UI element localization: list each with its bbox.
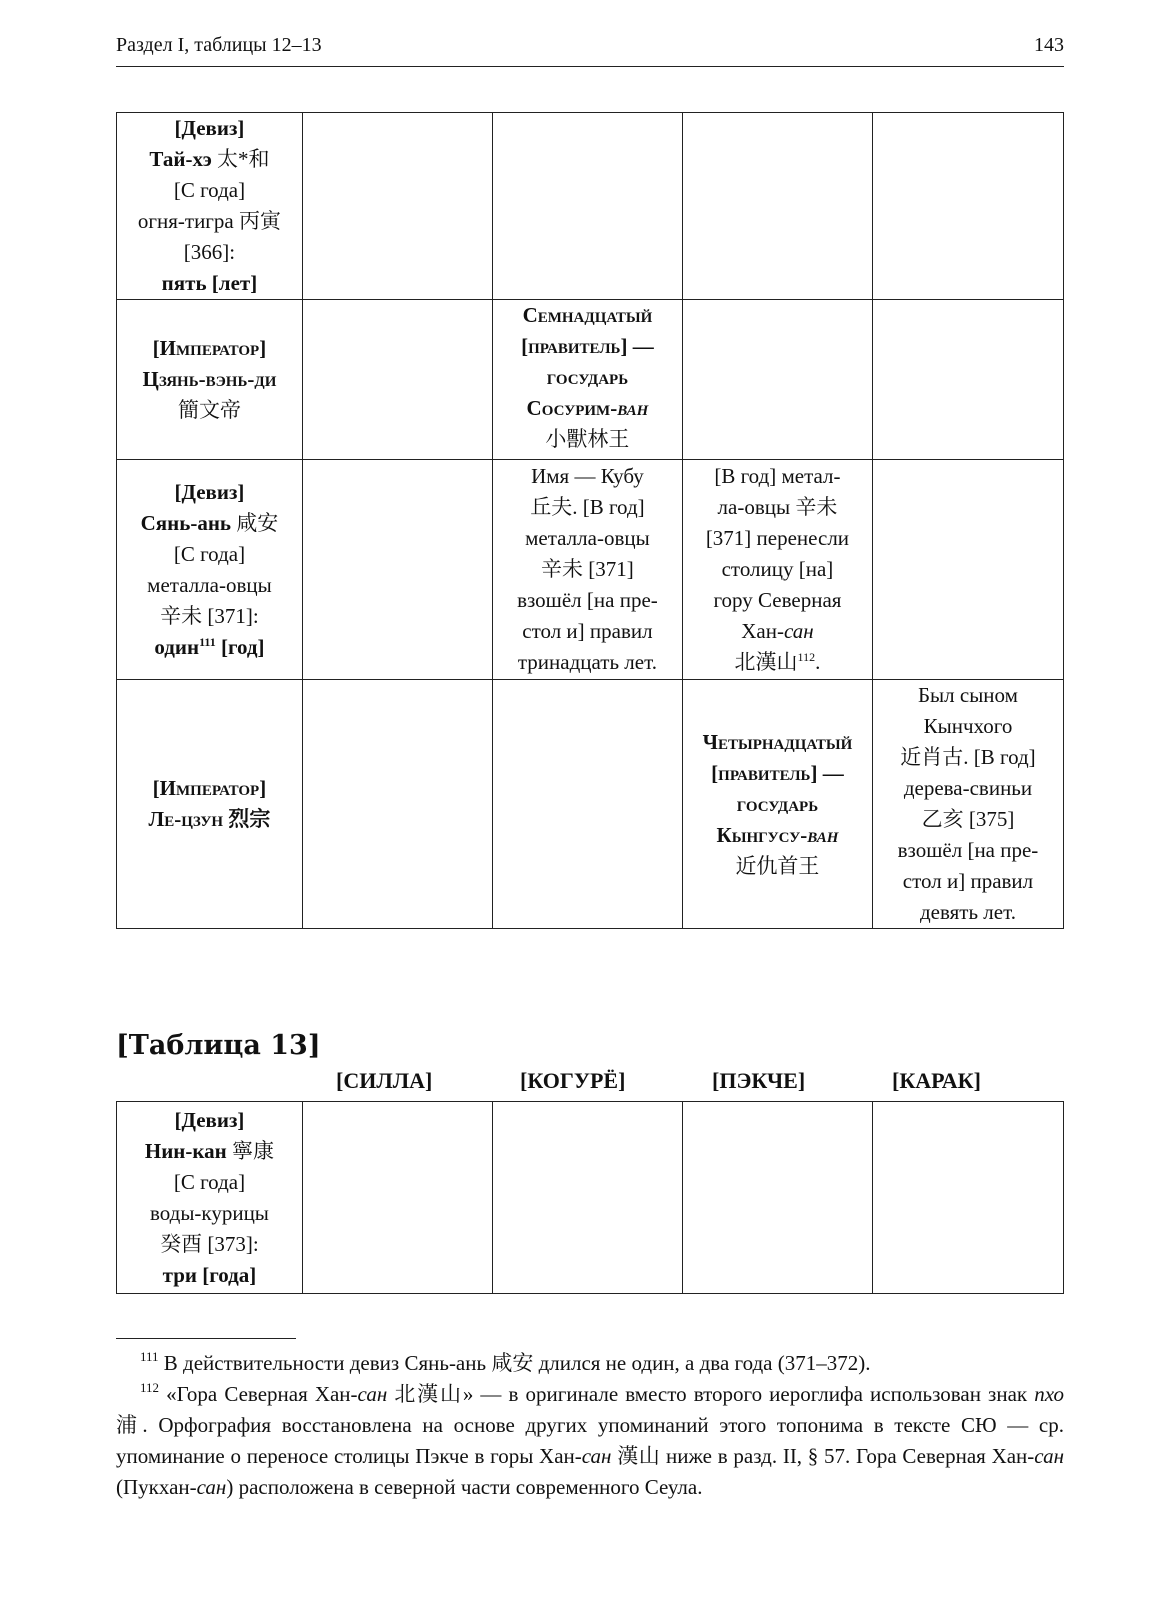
hanzi: 北漢山 [734, 650, 798, 674]
cell-label [117, 300, 303, 460]
footnote-text: В действительности девиз Сянь-ань 咸安 длился не один, а два года (371–372). [158, 1351, 871, 1375]
cell-paekche [682, 1102, 872, 1294]
cell-line: [366]: [183, 240, 236, 264]
text: сан [783, 619, 814, 643]
text: Хан- [741, 619, 784, 643]
footnote-rule [116, 1338, 296, 1339]
cell-karak [872, 300, 1063, 460]
cell-line [121, 144, 298, 175]
cell-line [121, 1136, 298, 1167]
cell-karak [872, 680, 1063, 929]
cell-line: воды-курицы [149, 1200, 269, 1225]
footnote-text: сан [581, 1444, 612, 1468]
footnote-text: сан [357, 1382, 388, 1406]
footnote-text: сан [1034, 1444, 1064, 1468]
cell-silla [302, 680, 492, 929]
cell-line [687, 820, 868, 851]
cell-line: металла-овцы [147, 572, 272, 597]
cell-line: дерева-свиньи [903, 776, 1033, 800]
ruler-name: Кынгусу- [716, 822, 808, 847]
era-name: Сянь-ань [140, 510, 237, 535]
cell-karak [872, 1102, 1063, 1294]
cell-line: [правитель] — [521, 334, 654, 358]
text: . [815, 650, 821, 674]
cell-line: [С года] [173, 1169, 246, 1194]
cell-line: взошёл [на пре- [517, 588, 658, 612]
footnote-text: ) расположена в северной части современного Сеула. [226, 1475, 703, 1499]
cell-line: [Император] [152, 336, 267, 360]
table-12 [116, 112, 1064, 929]
cell-line: государь [546, 365, 629, 389]
cell-paekche [682, 680, 872, 929]
text: один [154, 634, 200, 659]
footnote-number: 111 [140, 1349, 159, 1364]
cell-paekche [682, 113, 872, 300]
hanzi: 寧康 [232, 1138, 275, 1163]
cell-paekche [682, 300, 872, 460]
cell-line: столицу [на] [721, 557, 834, 581]
cell-paekche [682, 460, 872, 680]
hanzi: 咸安 [236, 510, 279, 535]
running-title: Раздел I, таблицы 12–13 [116, 34, 322, 56]
running-head [116, 34, 1064, 62]
cell-line: огня-тигра 丙寅 [137, 209, 281, 233]
footnote-number: 112 [140, 1380, 160, 1395]
cell-line: ла-овцы 辛未 [717, 495, 838, 519]
cell-line: государь [736, 791, 819, 816]
cell-koguryo [492, 300, 682, 460]
hanzi: 近仇首王 [735, 853, 820, 878]
cell-line: Ле-цзун 烈宗 [148, 807, 271, 831]
cell-line: стол и] правил [902, 869, 1034, 893]
cell-karak [872, 113, 1063, 300]
ruler-name: Сосурим- [526, 396, 618, 420]
cell-line [121, 632, 298, 663]
column-header-koguryo: [КОГУРЁ] [520, 1068, 626, 1093]
cell-koguryo [492, 1102, 682, 1294]
table-row [117, 113, 1064, 300]
cell-line: [Девиз] [174, 116, 245, 140]
ruler-suffix: ван [617, 396, 649, 420]
cell-line [687, 616, 868, 647]
cell-line: 癸酉 [373]: [160, 1231, 259, 1256]
footnote-111 [116, 1348, 1064, 1379]
footnote-text: 浦. Орфография восстановлена на основе других упоминаний этого топонима в тексте СЮ — ср. упоминание о переносе столицы Пэкче в горы Хан- [116, 1413, 1064, 1468]
cell-line: Был сыном [917, 683, 1018, 707]
cell-line: [Император] [152, 776, 267, 800]
footnote-text: 北漢山» — в оригинале вместо второго иероглифа использован знак [387, 1382, 1035, 1406]
table-row [117, 1102, 1064, 1294]
cell-label [117, 1102, 303, 1294]
cell-line: 乙亥 [375] [921, 807, 1015, 831]
cell-line: взошёл [на пре- [897, 838, 1039, 862]
cell-line: стол и] правил [522, 619, 653, 643]
hanzi: 太*和 [217, 147, 270, 171]
table-row [117, 300, 1064, 460]
table-row [117, 680, 1064, 929]
footnotes [116, 1348, 1064, 1503]
cell-label [117, 460, 303, 680]
cell-line [121, 508, 298, 539]
cell-silla [302, 300, 492, 460]
hanzi: 簡文帝 [177, 398, 241, 422]
cell-koguryo [492, 460, 682, 680]
cell-silla [302, 1102, 492, 1294]
cell-line: [Девиз] [174, 1107, 245, 1132]
cell-koguryo [492, 113, 682, 300]
cell-line: [С года] [173, 178, 246, 202]
footnote-ref-111[interactable]: 111 [199, 634, 216, 649]
text: [год] [215, 634, 265, 659]
footnote-text: сан [196, 1475, 227, 1499]
footnote-text: пхо [1034, 1382, 1065, 1406]
page-number: 143 [1034, 34, 1064, 56]
cell-line: 辛未 [371]: [160, 603, 259, 628]
cell-karak [872, 460, 1063, 680]
cell-line: металла-овцы [525, 526, 650, 550]
cell-line: Имя — Кубу [531, 464, 644, 488]
era-name: Тай-хэ [149, 147, 218, 171]
cell-line [497, 393, 678, 424]
cell-line: пять [лет] [161, 271, 258, 295]
cell-line: Кынчхого [923, 714, 1013, 738]
cell-line: Цзянь-вэнь-ди [142, 367, 277, 391]
footnote-text: (Пукхан- [116, 1475, 197, 1499]
cell-silla [302, 113, 492, 300]
cell-line: гору Северная [713, 588, 842, 612]
header-rule [116, 66, 1064, 67]
cell-line: [Девиз] [174, 479, 245, 504]
cell-line: [правитель] — [711, 760, 844, 785]
table-13 [116, 1101, 1064, 1294]
footnote-text: «Гора Северная Хан- [159, 1382, 358, 1406]
cell-label [117, 113, 303, 300]
cell-line: [С года] [173, 541, 246, 566]
table-13-column-headers [116, 1068, 1064, 1098]
cell-line: тринадцать лет. [517, 650, 657, 674]
table-13-caption: [Таблица 13] [116, 1030, 321, 1061]
column-header-karak: [КАРАК] [892, 1068, 981, 1093]
cell-label [117, 680, 303, 929]
ruler-suffix: ван [807, 822, 839, 847]
footnote-112 [116, 1379, 1064, 1503]
era-name: Нин-кан [144, 1138, 233, 1163]
cell-line: Четырнадцатый [702, 729, 853, 754]
footnote-ref-112[interactable]: 112 [797, 650, 816, 664]
cell-line: [В год] метал- [714, 464, 841, 488]
cell-line: три [года] [162, 1262, 257, 1287]
cell-line: [371] перенесли [705, 526, 850, 550]
hanzi: 小獸林王 [545, 427, 630, 451]
cell-line: девять лет. [919, 900, 1016, 924]
cell-line: Семнадцатый [522, 303, 653, 327]
cell-koguryo [492, 680, 682, 929]
cell-line: 近肖古. [В год] [900, 745, 1036, 769]
column-header-paekche: [ПЭКЧЕ] [712, 1068, 806, 1093]
cell-line: 丘夫. [В год] [530, 495, 645, 519]
footnote-text: 漢山 ниже в разд. II, § 57. Гора Северная Хан- [611, 1444, 1035, 1468]
cell-line [687, 647, 868, 678]
column-header-silla: [СИЛЛА] [336, 1068, 433, 1093]
table-row [117, 460, 1064, 680]
cell-line: 辛未 [371] [541, 557, 634, 581]
cell-silla [302, 460, 492, 680]
